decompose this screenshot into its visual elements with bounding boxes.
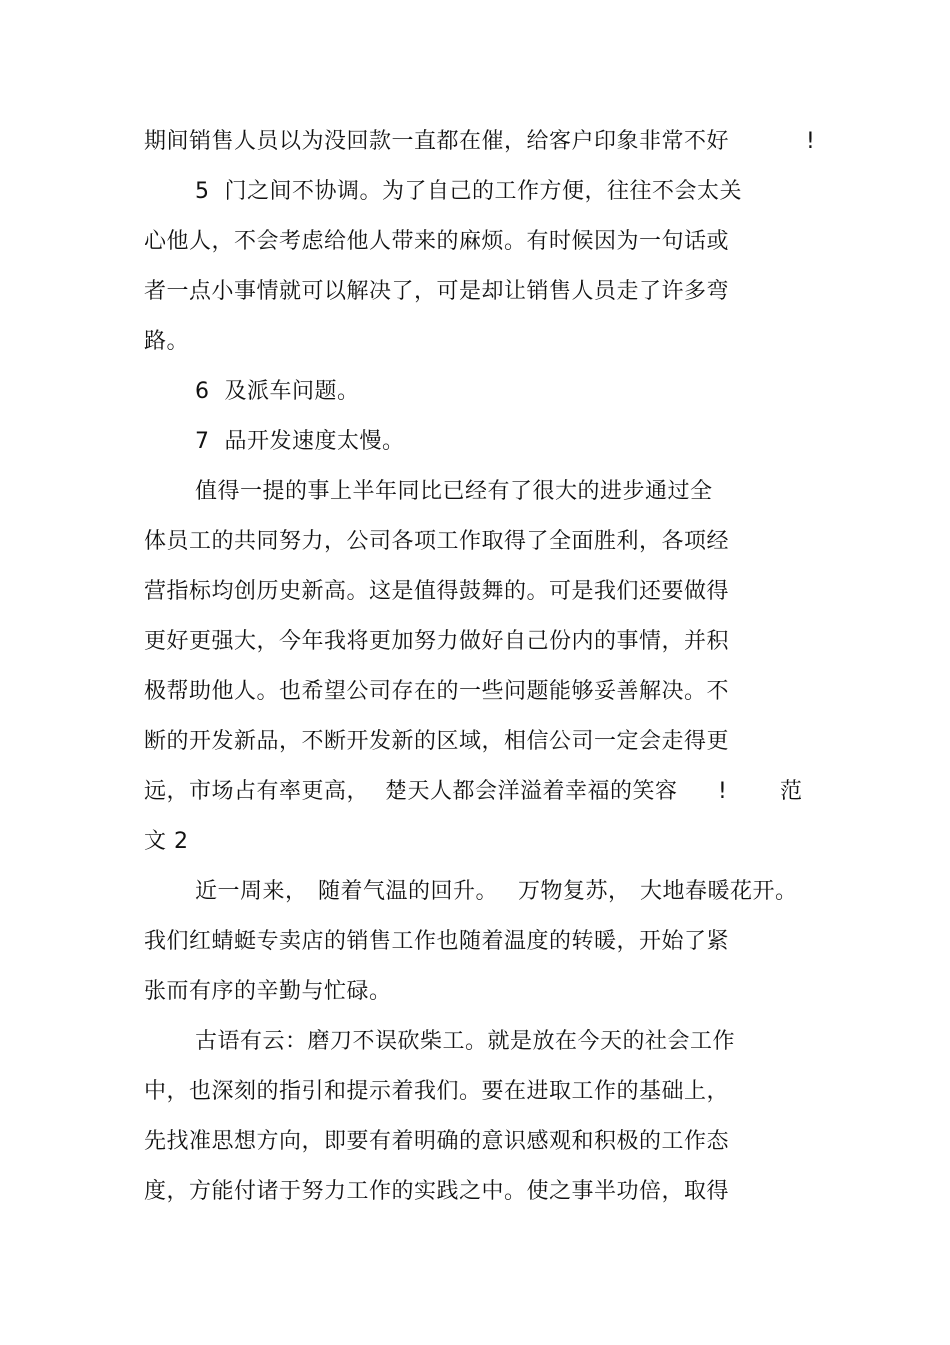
text-line: ! <box>806 129 816 154</box>
text-line: 者一点小事情就可以解决了，可是却让销售人员走了许多弯 <box>144 279 730 304</box>
text-line: 范 <box>780 779 803 804</box>
text-line: 近一周来， <box>195 879 308 904</box>
text-line: 文 2 <box>144 829 189 854</box>
text-line: 随着气温的回升。 <box>318 879 499 904</box>
text-line: 度，方能付诸于努力工作的实践之中。使之事半功倍，取得 <box>144 1179 730 1204</box>
text-line: 我们红蜻蜓专卖店的销售工作也随着温度的转暖，开始了紧 <box>144 929 730 954</box>
text-line: 心他人，不会考虑给他人带来的麻烦。有时候因为一句话或 <box>144 229 730 254</box>
text-line: 7 品开发速度太慢。 <box>195 429 405 454</box>
text-line: 张而有序的辛勤与忙碌。 <box>144 979 392 1004</box>
text-line: 先找准思想方向，即要有着明确的意识感观和积极的工作态 <box>144 1129 730 1154</box>
text-line: 6 及派车问题。 <box>195 379 360 404</box>
text-line: 极帮助他人。也希望公司存在的一些问题能够妥善解决。不 <box>144 679 730 704</box>
text-line: 路。 <box>144 329 190 354</box>
text-line: ! <box>718 779 728 804</box>
text-line: 营指标均创历史新高。这是值得鼓舞的。可是我们还要做得 <box>144 579 730 604</box>
text-line: 更好更强大，今年我将更加努力做好自己份内的事情，并积 <box>144 629 730 654</box>
text-line: 值得一提的事上半年同比已经有了很大的进步通过全 <box>195 479 713 504</box>
text-line: 期间销售人员以为没回款一直都在催，给客户印象非常不好 <box>144 129 730 154</box>
text-line: 古语有云：磨刀不误砍柴工。就是放在今天的社会工作 <box>195 1029 736 1054</box>
text-line: 中，也深刻的指引和提示着我们。要在进取工作的基础上， <box>144 1079 730 1104</box>
text-line: 5 门之间不协调。为了自己的工作方便，往往不会太关 <box>195 179 742 204</box>
text-line: 楚天人都会洋溢着幸福的笑容 <box>385 779 678 804</box>
text-line: 大地春暖花开。 <box>640 879 798 904</box>
text-line: 远，市场占有率更高， <box>144 779 370 804</box>
text-line: 体员工的共同努力，公司各项工作取得了全面胜利，各项经 <box>144 529 730 554</box>
text-line: 万物复苏， <box>518 879 631 904</box>
text-line: 断的开发新品，不断开发新的区域，相信公司一定会走得更 <box>144 729 730 754</box>
